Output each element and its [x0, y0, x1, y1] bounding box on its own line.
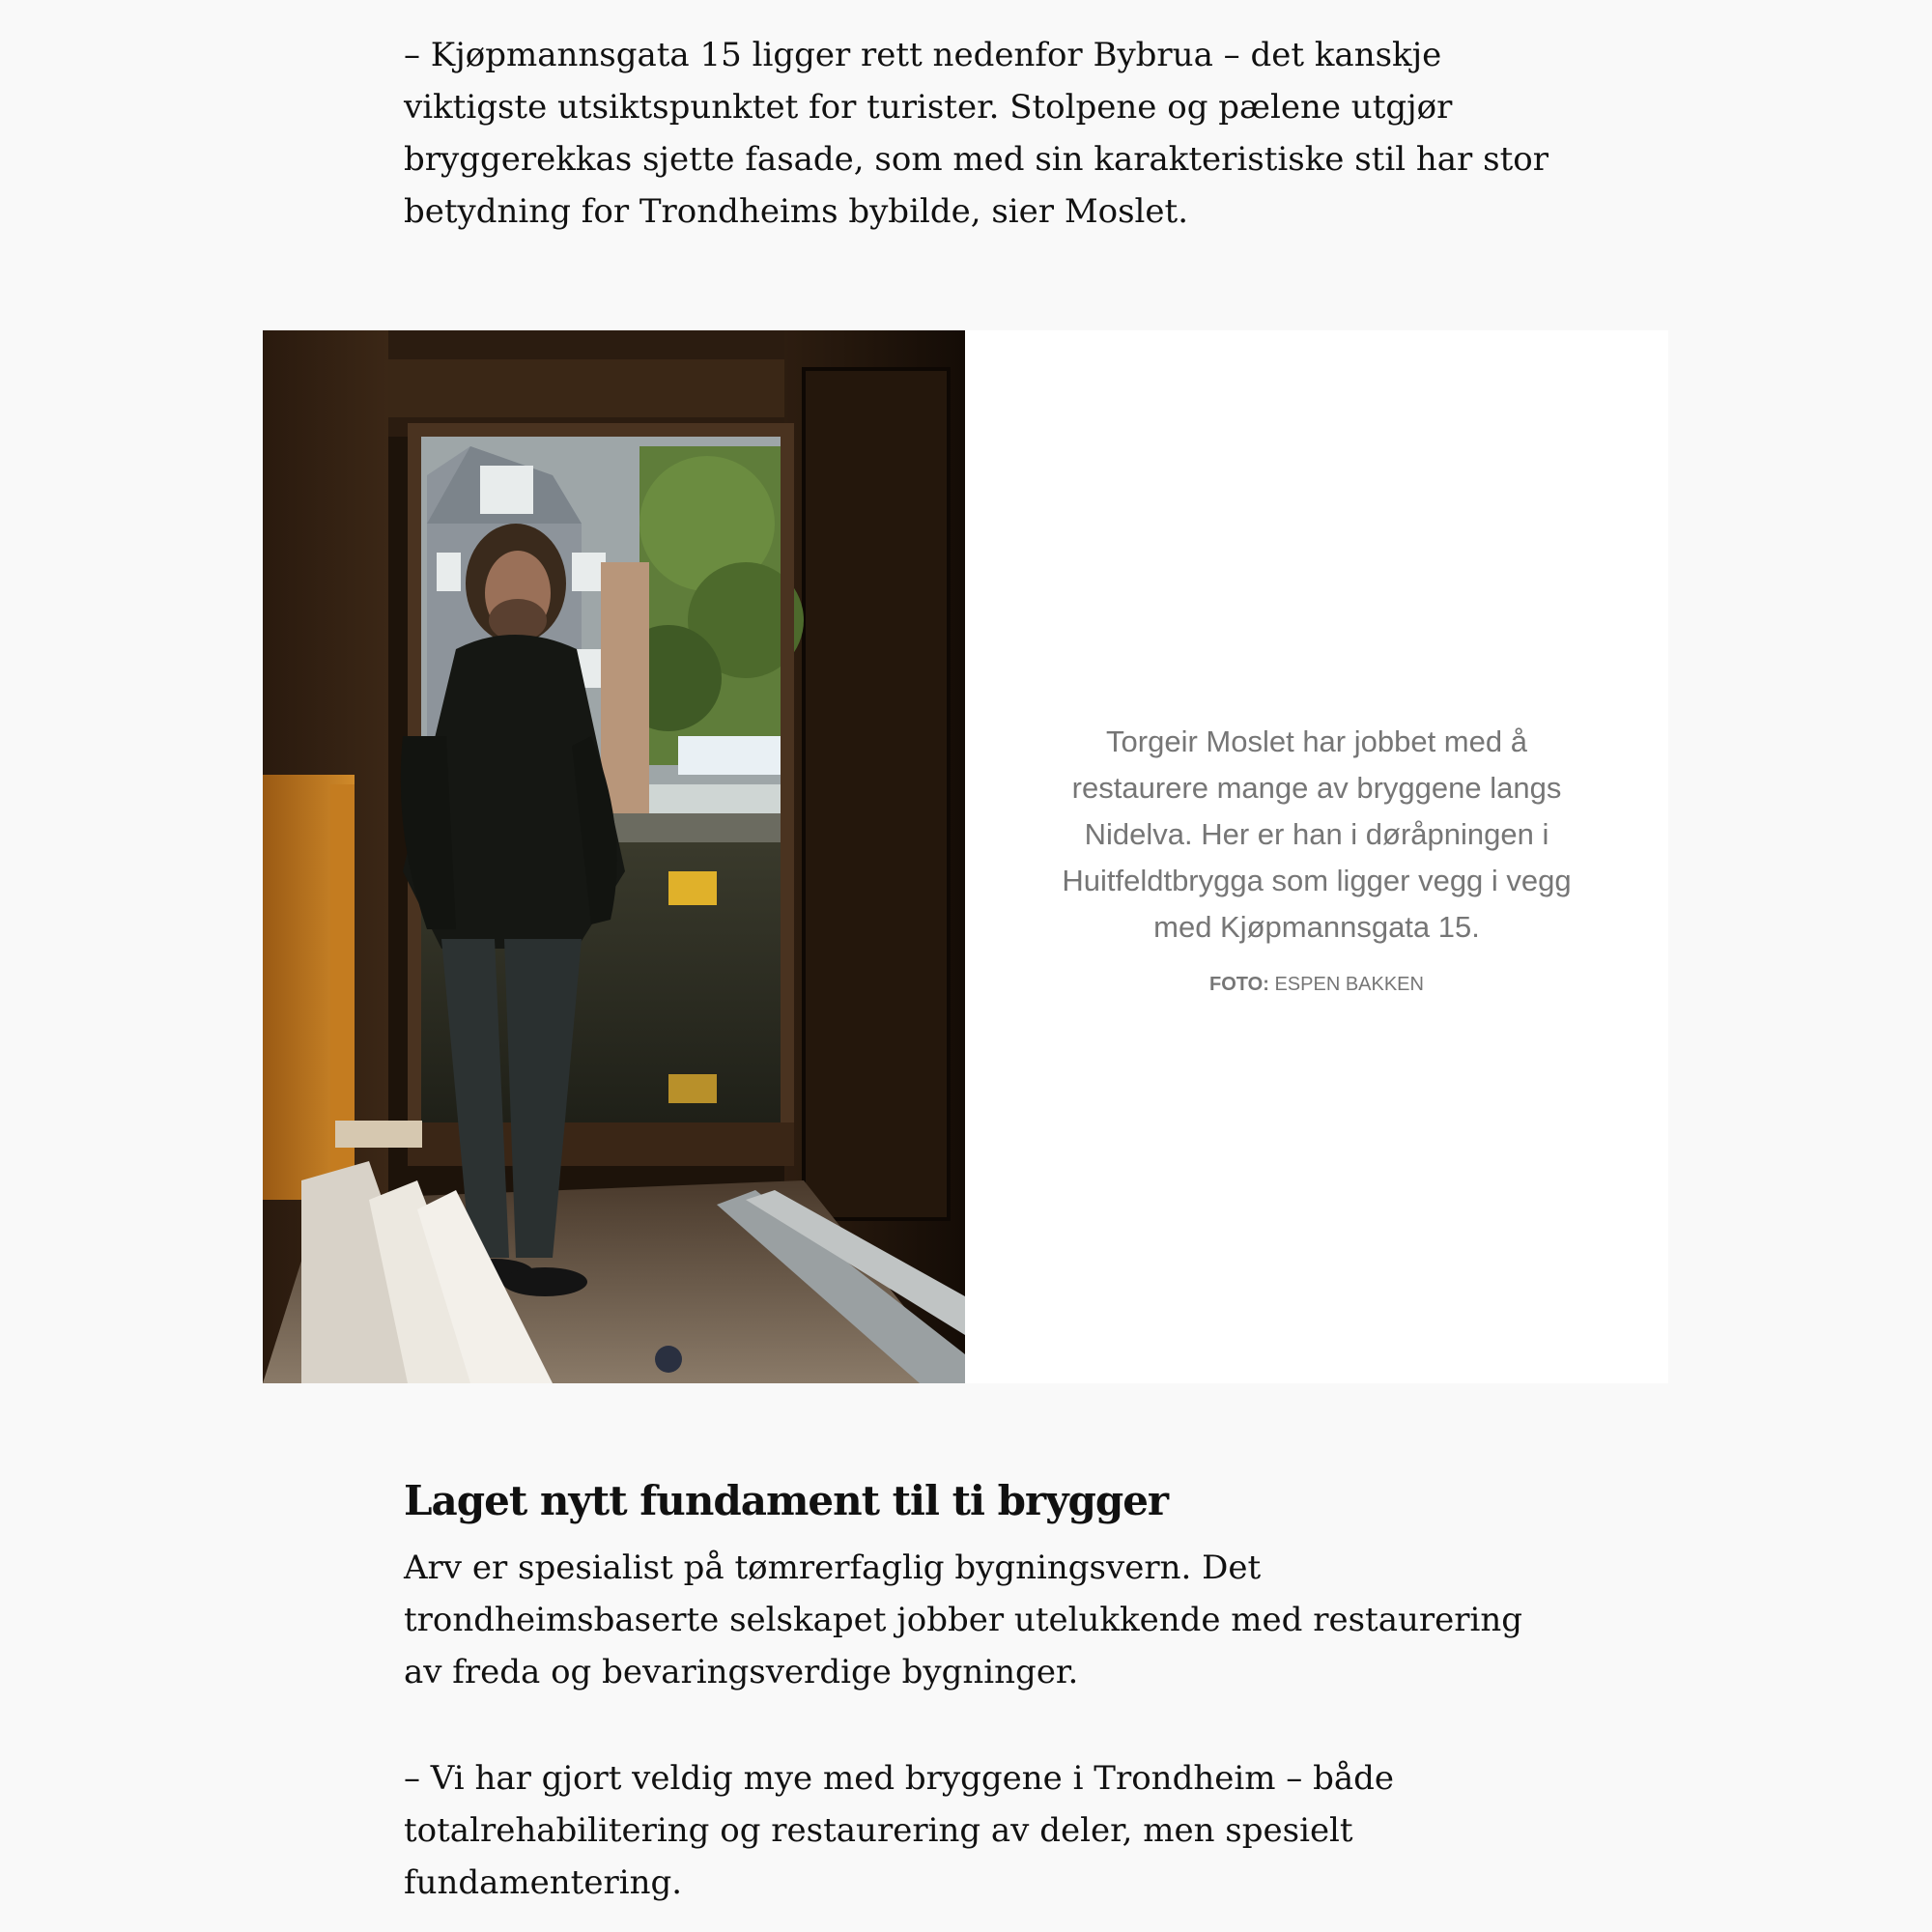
- photo-credit: [1209, 974, 1424, 996]
- article-paragraph: – Kjøpmannsgata 15 ligger rett nedenfor Bybrua – det kanskje viktigste utsiktspunktet for turister. Stolpene og pælene utgjør bryggerekkas sjette fasade, som med sin karakteristiske stil har stor betydning for Trondheims bybilde, sier Moslet.: [404, 36, 1548, 231]
- article-paragraph: Arv er spesialist på tømrerfaglig bygningsvern. Det trondheimsbaserte selskapet jobber utelukkende med restaurering av freda og bevaringsverdige bygninger.: [404, 1548, 1523, 1691]
- photo-credit-name: ESPEN BAKKEN: [1274, 973, 1424, 995]
- article-photo: [263, 330, 965, 1383]
- section-heading: Laget nytt fundament til ti brygger: [404, 1477, 1169, 1524]
- figure-caption-panel: [965, 330, 1668, 1383]
- article-paragraph: – Vi har gjort veldig mye med bryggene i Trondheim – både totalrehabilitering og restaurering av deler, men spesielt fundamentering.: [404, 1759, 1395, 1902]
- photo-credit-label: FOTO:: [1209, 973, 1269, 995]
- article-figure: [263, 330, 1668, 1383]
- figure-caption: Torgeir Moslet har jobbet med å restaurere mange av bryggene langs Nidelva. Her er han i døråpningen i Huitfeldtbrygga som ligger vegg i vegg med Kjøpmannsgata 15.: [1062, 724, 1572, 944]
- photo-illustration: [263, 330, 965, 1383]
